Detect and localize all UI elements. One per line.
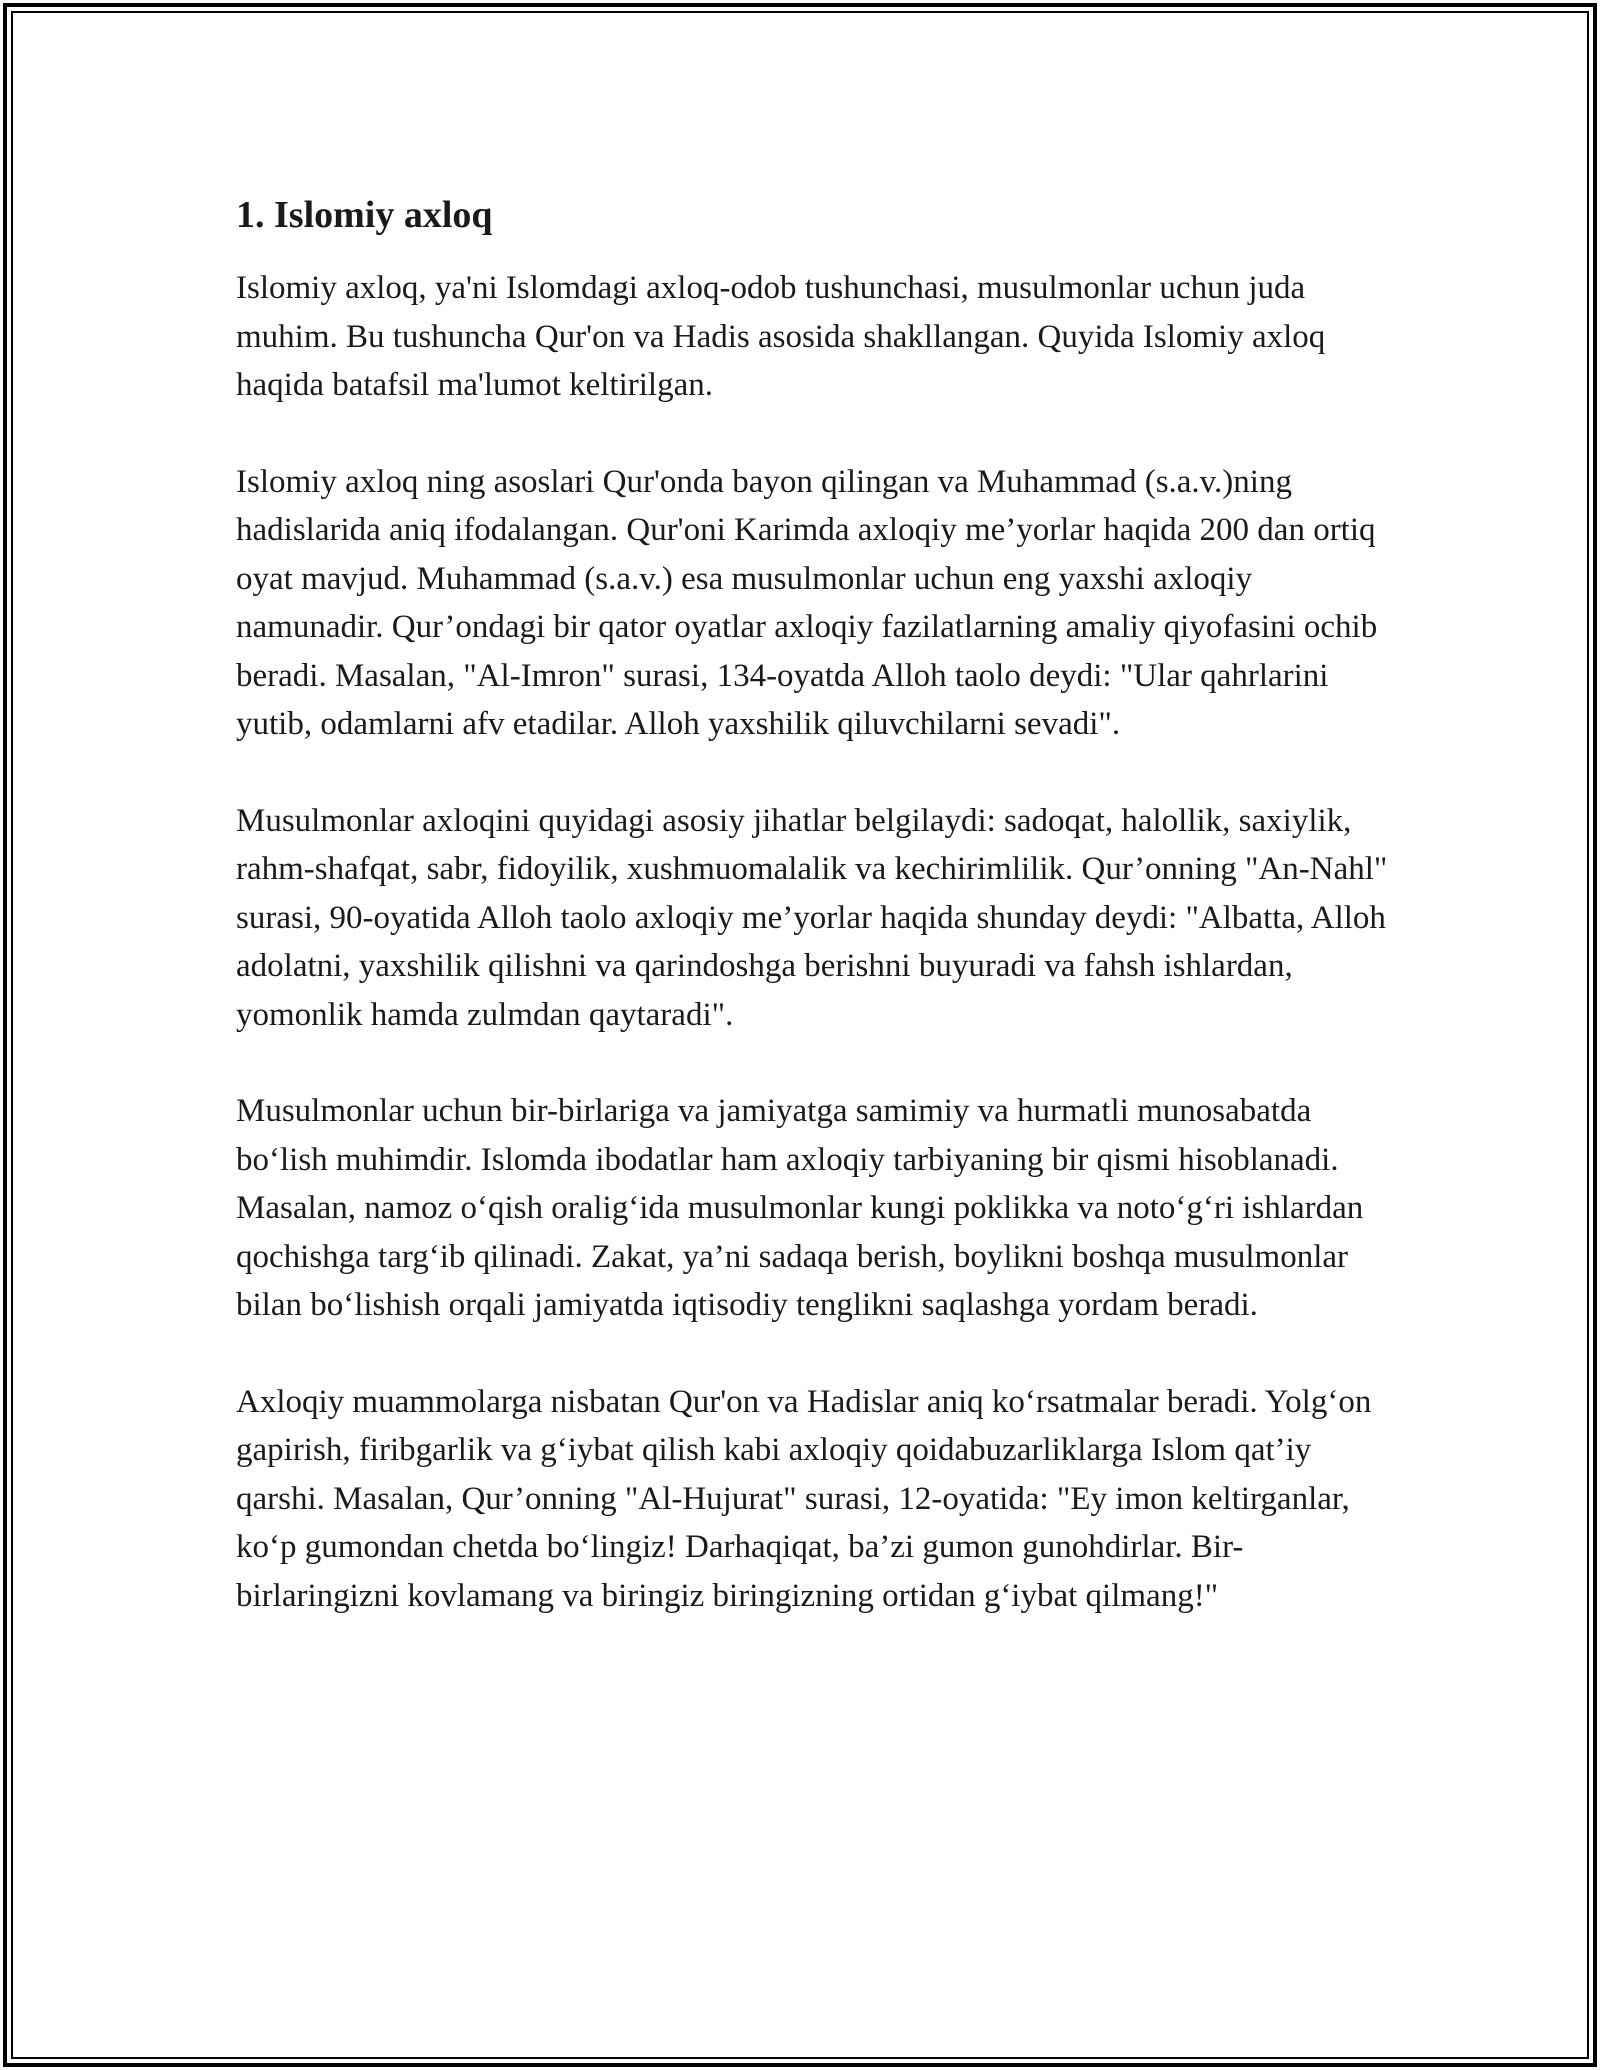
- section-heading: 1. Islomiy axloq: [236, 194, 493, 236]
- paragraph-society: Musulmonlar uchun bir-birlariga va jamiyatga samimiy va hurmatli munosabatda bo‘lish muhimdir. Islomda ibodatlar ham axloqiy tarbiyaning bir qismi hisoblanadi. Masalan, namoz o‘qish oralig‘ida musulmonlar kungi poklikka va noto‘g‘ri ishlardan qochishga targ‘ib qilinadi. Zakat, ya’ni sadaqa berish, boylikni boshqa musulmonlar bilan bo‘lishish orqali jamiyatda iqtisodiy tenglikni saqlashga yordam beradi.: [236, 1093, 1364, 1323]
- paragraph-intro: Islomiy axloq, ya'ni Islomdagi axloq-odob tushunchasi, musulmonlar uchun juda muhim. Bu tushuncha Qur'on va Hadis asosida shakllangan. Quyida Islomiy axloq haqida batafsil ma'lumot keltirilgan.: [236, 270, 1326, 403]
- paragraph-virtues: Musulmonlar axloqini quyidagi asosiy jihatlar belgilaydi: sadoqat, halollik, saxiylik, rahm-shafqat, sabr, fidoyilik, xushmuomalalik va kechirimlilik. Qur’onning "An-Nahl" surasi, 90-oyatida Alloh taolo axloqiy me’yorlar haqida shunday deydi: "Albatta, Alloh adolatni, yaxshilik qilishni va qarindoshga berishni buyuradi va fahsh ishlardan, yomonlik hamda zulmdan qaytaradi".: [236, 802, 1388, 1033]
- paragraph-moral-problems: Axloqiy muammolarga nisbatan Qur'on va Hadislar aniq ko‘rsatmalar beradi. Yolg‘on gapirish, firibgarlik va g‘iybat qilish kabi axloqiy qoidabuzarliklarga Islom qat’iy qarshi. Masalan, Qur’onning "Al-Hujurat" surasi, 12-oyatida: "Ey imon keltirganlar, ko‘p gumondan chetda bo‘lingiz! Darhaqiqat, ba’zi gumon gunohdirlar. Bir-birlaringizni kovlamang va biringiz biringizning ortidan g‘iybat qilmang!": [236, 1383, 1372, 1614]
- document-body: [236, 186, 1396, 1620]
- paragraph-foundations: Islomiy axloq ning asoslari Qur'onda bayon qilingan va Muhammad (s.a.v.)ning hadislarida aniq ifodalangan. Qur'oni Karimda axloqiy me’yorlar haqida 200 dan ortiq oyat mavjud. Muhammad (s.a.v.) esa musulmonlar uchun eng yaxshi axloqiy namunadir. Qur’ondagi bir qator oyatlar axloqiy fazilatlarning amaliy qiyofasini ochib beradi. Masalan, "Al-Imron" surasi, 134-oyatda Alloh taolo deydi: "Ular qahrlarini yutib, odamlarni afv etadilar. Alloh yaxshilik qiluvchilarni sevadi".: [236, 463, 1378, 742]
